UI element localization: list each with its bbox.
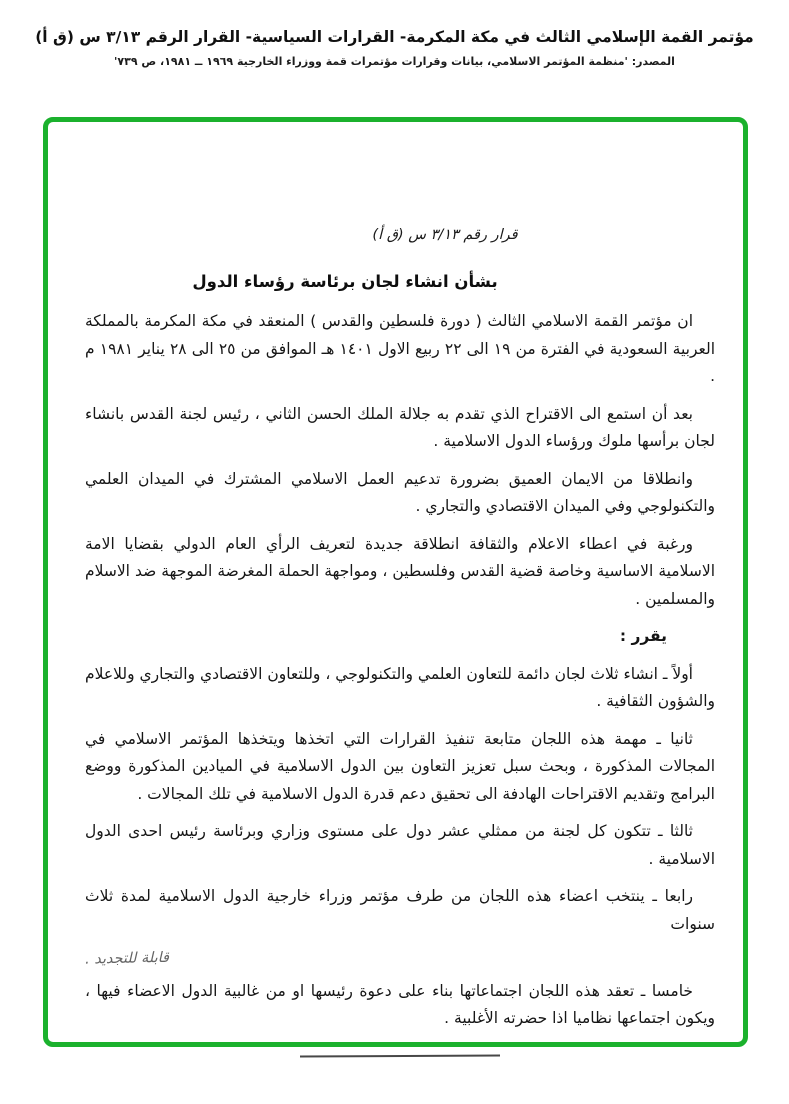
preamble-paragraph-3: وانطلاقا من الايمان العميق بضرورة تدعيم العمل الاسلامي المشترك في الميدان العلمي والتكنولوجي وفي الميدان الاقتصادي والتجاري . [85, 469, 715, 515]
clause-third: ثالثا ـ تتكون كل لجنة من ممثلي عشر دول على مستوى وزاري وبرئاسة رئيس احدى الدول الاسلامية . [85, 822, 715, 868]
green-frame [43, 117, 748, 1047]
closing-divider [300, 1054, 500, 1057]
preamble-paragraph-2: بعد أن استمع الى الاقتراح الذي تقدم به جلالة الملك الحسن الثاني ، رئيس لجنة القدس بانشاء لجان برأسها ملوك ورؤساء الدول الاسلامية . [85, 404, 715, 450]
header-title: مؤتمر القمة الإسلامي الثالث في مكة المكرمة- القرارات السياسية- القرار الرقم ٣/١٣ س (ق أ) [35, 28, 754, 46]
decides-label: يقرر : [619, 627, 667, 645]
clause-fourth-continuation: قابلة للتجديد . [84, 949, 170, 968]
header-source-line: المصدر: 'منظمة المؤتمر الاسلامي، بيانات وقرارات مؤتمرات قمة ووزراء الخارجية ١٩٦٩ ــ ١٩٨١، ص ٧٣٩' [114, 55, 675, 68]
preamble-paragraph-1: ان مؤتمر القمة الاسلامي الثالث ( دورة فلسطين والقدس ) المنعقد في مكة المكرمة بالمملكة العربية السعودية في الفترة من ١٩ الى ٢٢ ربيع الاول ١٤٠١ هـ الموافق من ٢٥ الى ٢٨ يناير ١٩٨١ م . [85, 312, 716, 385]
clause-fifth: خامسا ـ تعقد هذه اللجان اجتماعاتها بناء على دعوة رئيسها او من غالبية الدول الاعضاء فيها ، ويكون اجتماعها نظاميا اذا حضرته الأغلبية . [85, 981, 715, 1027]
clause-fourth: رابعا ـ ينتخب اعضاء هذه اللجان من طرف مؤتمر وزراء خارجية الدول الاسلامية لمدة ثلاث سنوات [85, 887, 715, 933]
document-header [0, 28, 789, 68]
clause-second: ثانيا ـ مهمة هذه اللجان متابعة تنفيذ القرارات التي اتخذها ويتخذها المؤتمر الاسلامي في المجالات المذكورة ، وبحث سبل تعزيز التعاون بين الدول الاسلامية في الميادين المذكورة ووضع البرامج وتقديم الاقتراحات الهادفة الى تحقيق دعم قدرة الدول الاسلامية في تلك المجالات . [85, 729, 715, 803]
resolution-number: قرار رقم ٣/١٣ س (ق أ) [372, 227, 518, 243]
resolution-subject: بشأن انشاء لجان برئاسة رؤساء الدول [192, 272, 498, 291]
preamble-paragraph-4: ورغبة في اعطاء الاعلام والثقافة انطلاقة جديدة لتعريف الرأي العام الدولي بقضايا الامة الاسلامية الاساسية وخاصة قضية القدس وفلسطين ، ومواجهة الحملة المغرضة الموجهة ضد الاسلام والمسلمين . [85, 534, 715, 608]
clause-first: أولاً ـ انشاء ثلاث لجان دائمة للتعاون العلمي والتكنولوجي ، وللتعاون الاقتصادي والتجاري وللاعلام والشؤون الثقافية . [85, 664, 715, 710]
